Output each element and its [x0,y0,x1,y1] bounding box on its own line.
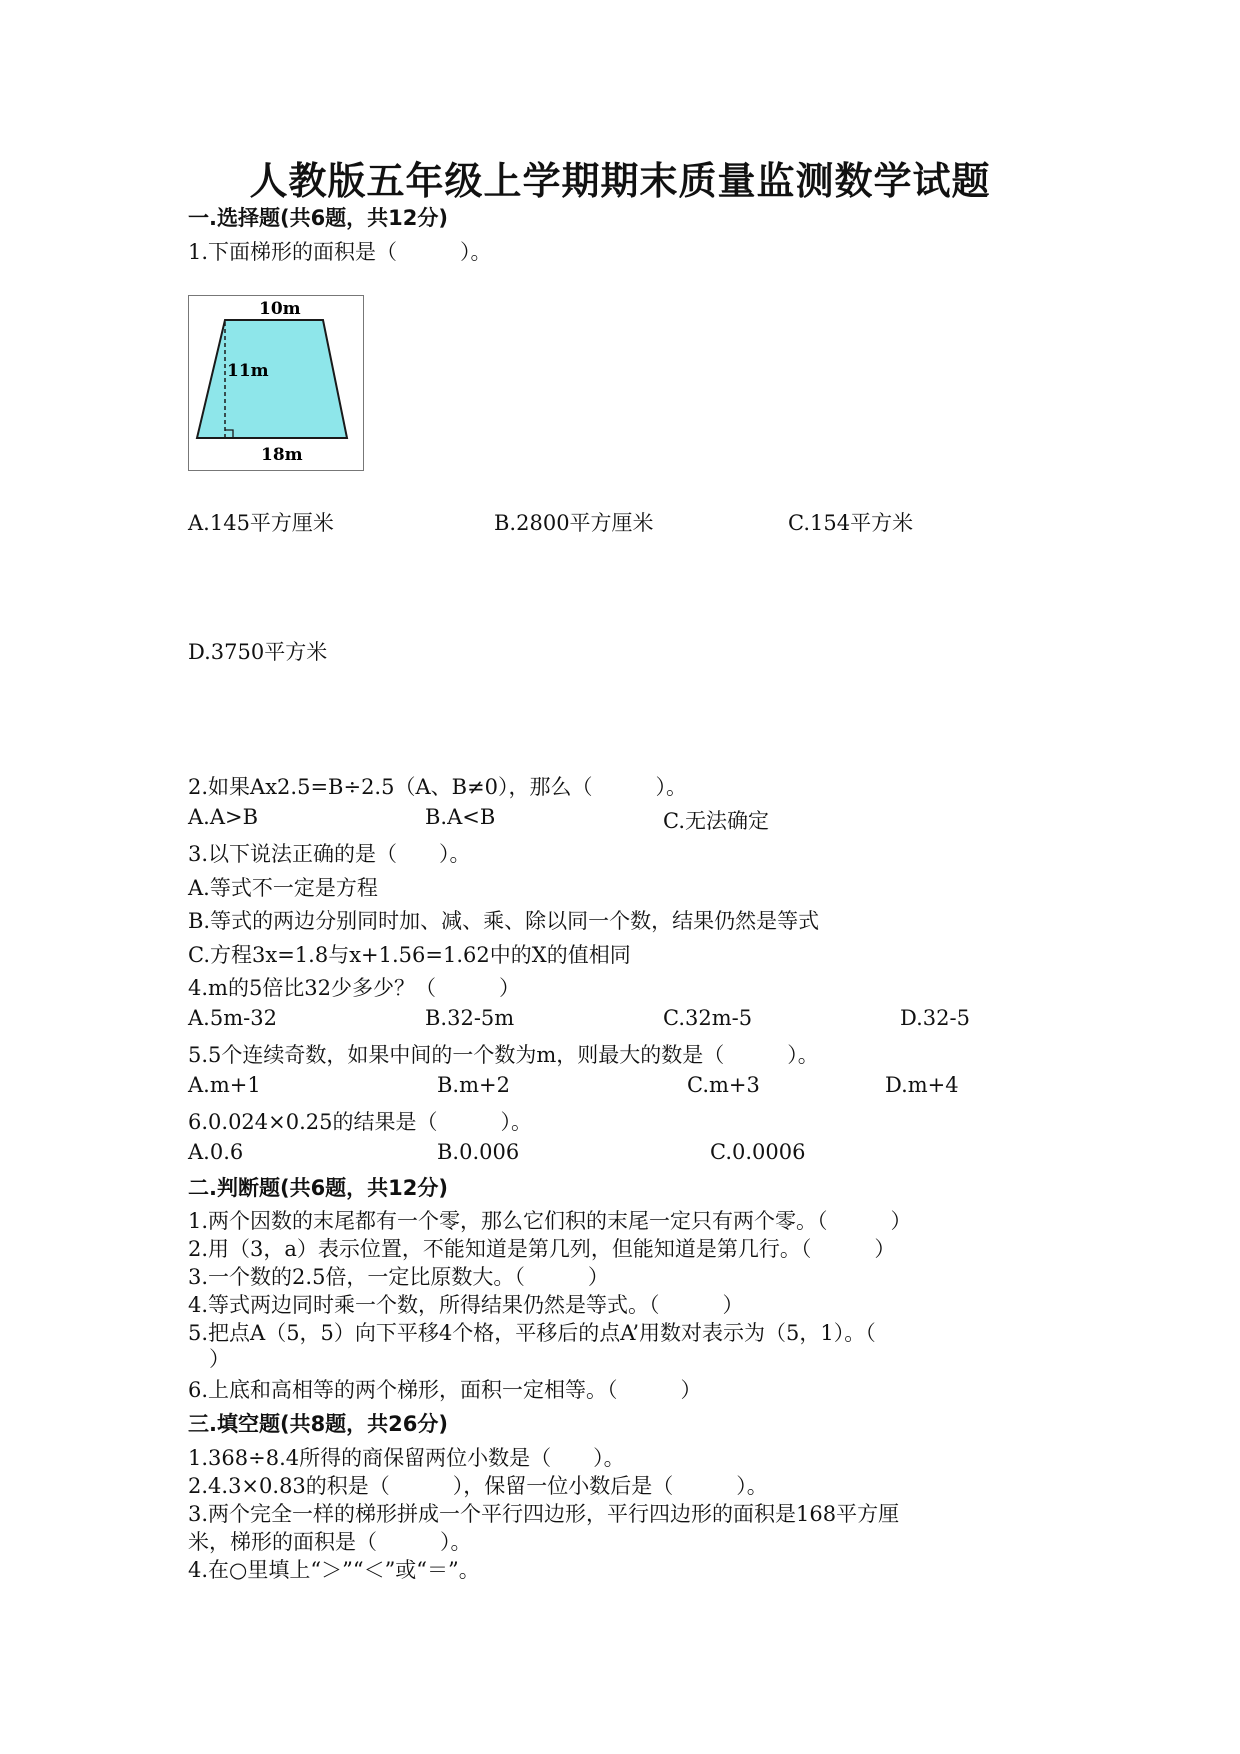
q5-option-a: A.m+1 [188,1073,261,1097]
q1-option-d: D.3750平方米 [188,640,328,664]
q3-option-a: A.等式不一定是方程 [188,876,378,900]
fill-item-3: 3.两个完全一样的梯形拼成一个平行四边形，平行四边形的面积是168平方厘 [188,1502,900,1526]
q4-option-a: A.5m-32 [188,1006,277,1030]
q2-option-a: A.A>B [188,805,259,829]
question-2-stem: 2.如果Ax2.5=B÷2.5（A、B≠0），那么（ ）。 [188,775,688,799]
trapezoid-figure [188,295,364,471]
fill-item-3-continued: 米，梯形的面积是（ ）。 [188,1530,472,1554]
q1-option-a: A.145平方厘米 [188,511,334,535]
judgement-item-2: 2.用（3，a）表示位置，不能知道是第几列，但能知道是第几行。（ ） [188,1237,896,1261]
question-6-stem: 6.0.024×0.25的结果是（ ）。 [188,1110,533,1134]
q6-option-b: B.0.006 [437,1140,520,1164]
q4-option-c: C.32m-5 [663,1006,753,1030]
question-5-stem: 5.5个连续奇数，如果中间的一个数为m，则最大的数是（ ）。 [188,1043,819,1067]
q5-option-b: B.m+2 [437,1073,510,1097]
section-heading-judgement: 二.判断题(共6题，共12分) [188,1176,449,1200]
q1-option-b: B.2800平方厘米 [494,511,654,535]
q6-option-c: C.0.0006 [710,1140,806,1164]
page-title: 人教版五年级上学期期末质量监测数学试题 [249,158,991,203]
fill-item-4: 4.在○里填上“＞”“＜”或“＝”。 [188,1558,480,1582]
q5-option-c: C.m+3 [687,1073,760,1097]
fill-item-1: 1.368÷8.4所得的商保留两位小数是（ ）。 [188,1446,625,1470]
q2-option-b: B.A<B [425,805,496,829]
height-label: 11m [227,361,269,381]
judgement-item-5-continued: ） [188,1347,230,1371]
q5-option-d: D.m+4 [885,1073,959,1097]
fill-item-2: 2.4.3×0.83的积是（ ），保留一位小数后是（ ）。 [188,1474,768,1498]
judgement-item-5: 5.把点A（5，5）向下平移4个格，平移后的点A’用数对表示为（5，1）。（ [188,1321,876,1345]
judgement-item-3: 3.一个数的2.5倍，一定比原数大。（ ） [188,1265,609,1289]
trapezoid-shape [197,320,347,438]
question-3-stem: 3.以下说法正确的是（ ）。 [188,842,471,866]
q6-option-a: A.0.6 [188,1140,244,1164]
question-4-stem: 4.m的5倍比32少多少？（ ） [188,976,521,1000]
section-heading-choice: 一.选择题(共6题，共12分) [188,206,449,230]
judgement-item-4: 4.等式两边同时乘一个数，所得结果仍然是等式。（ ） [188,1293,744,1317]
top-base-label: 10m [259,299,301,319]
q4-option-d: D.32-5 [900,1006,970,1030]
q2-option-c: C.无法确定 [663,809,769,833]
question-1-stem: 1.下面梯形的面积是（ ）。 [188,240,492,264]
q3-option-c: C.方程3x=1.8与x+1.56=1.62中的X的值相同 [188,943,631,967]
q1-option-c: C.154平方米 [788,511,914,535]
judgement-item-1: 1.两个因数的末尾都有一个零，那么它们积的末尾一定只有两个零。（ ） [188,1209,912,1233]
q3-option-b: B.等式的两边分别同时加、减、乘、除以同一个数，结果仍然是等式 [188,909,820,933]
trapezoid-diagram [189,296,363,470]
section-heading-fill-in: 三.填空题(共8题，共26分) [188,1412,449,1436]
judgement-item-6: 6.上底和高相等的两个梯形，面积一定相等。（ ） [188,1378,702,1402]
q4-option-b: B.32-5m [425,1006,515,1030]
bottom-base-label: 18m [261,445,303,465]
